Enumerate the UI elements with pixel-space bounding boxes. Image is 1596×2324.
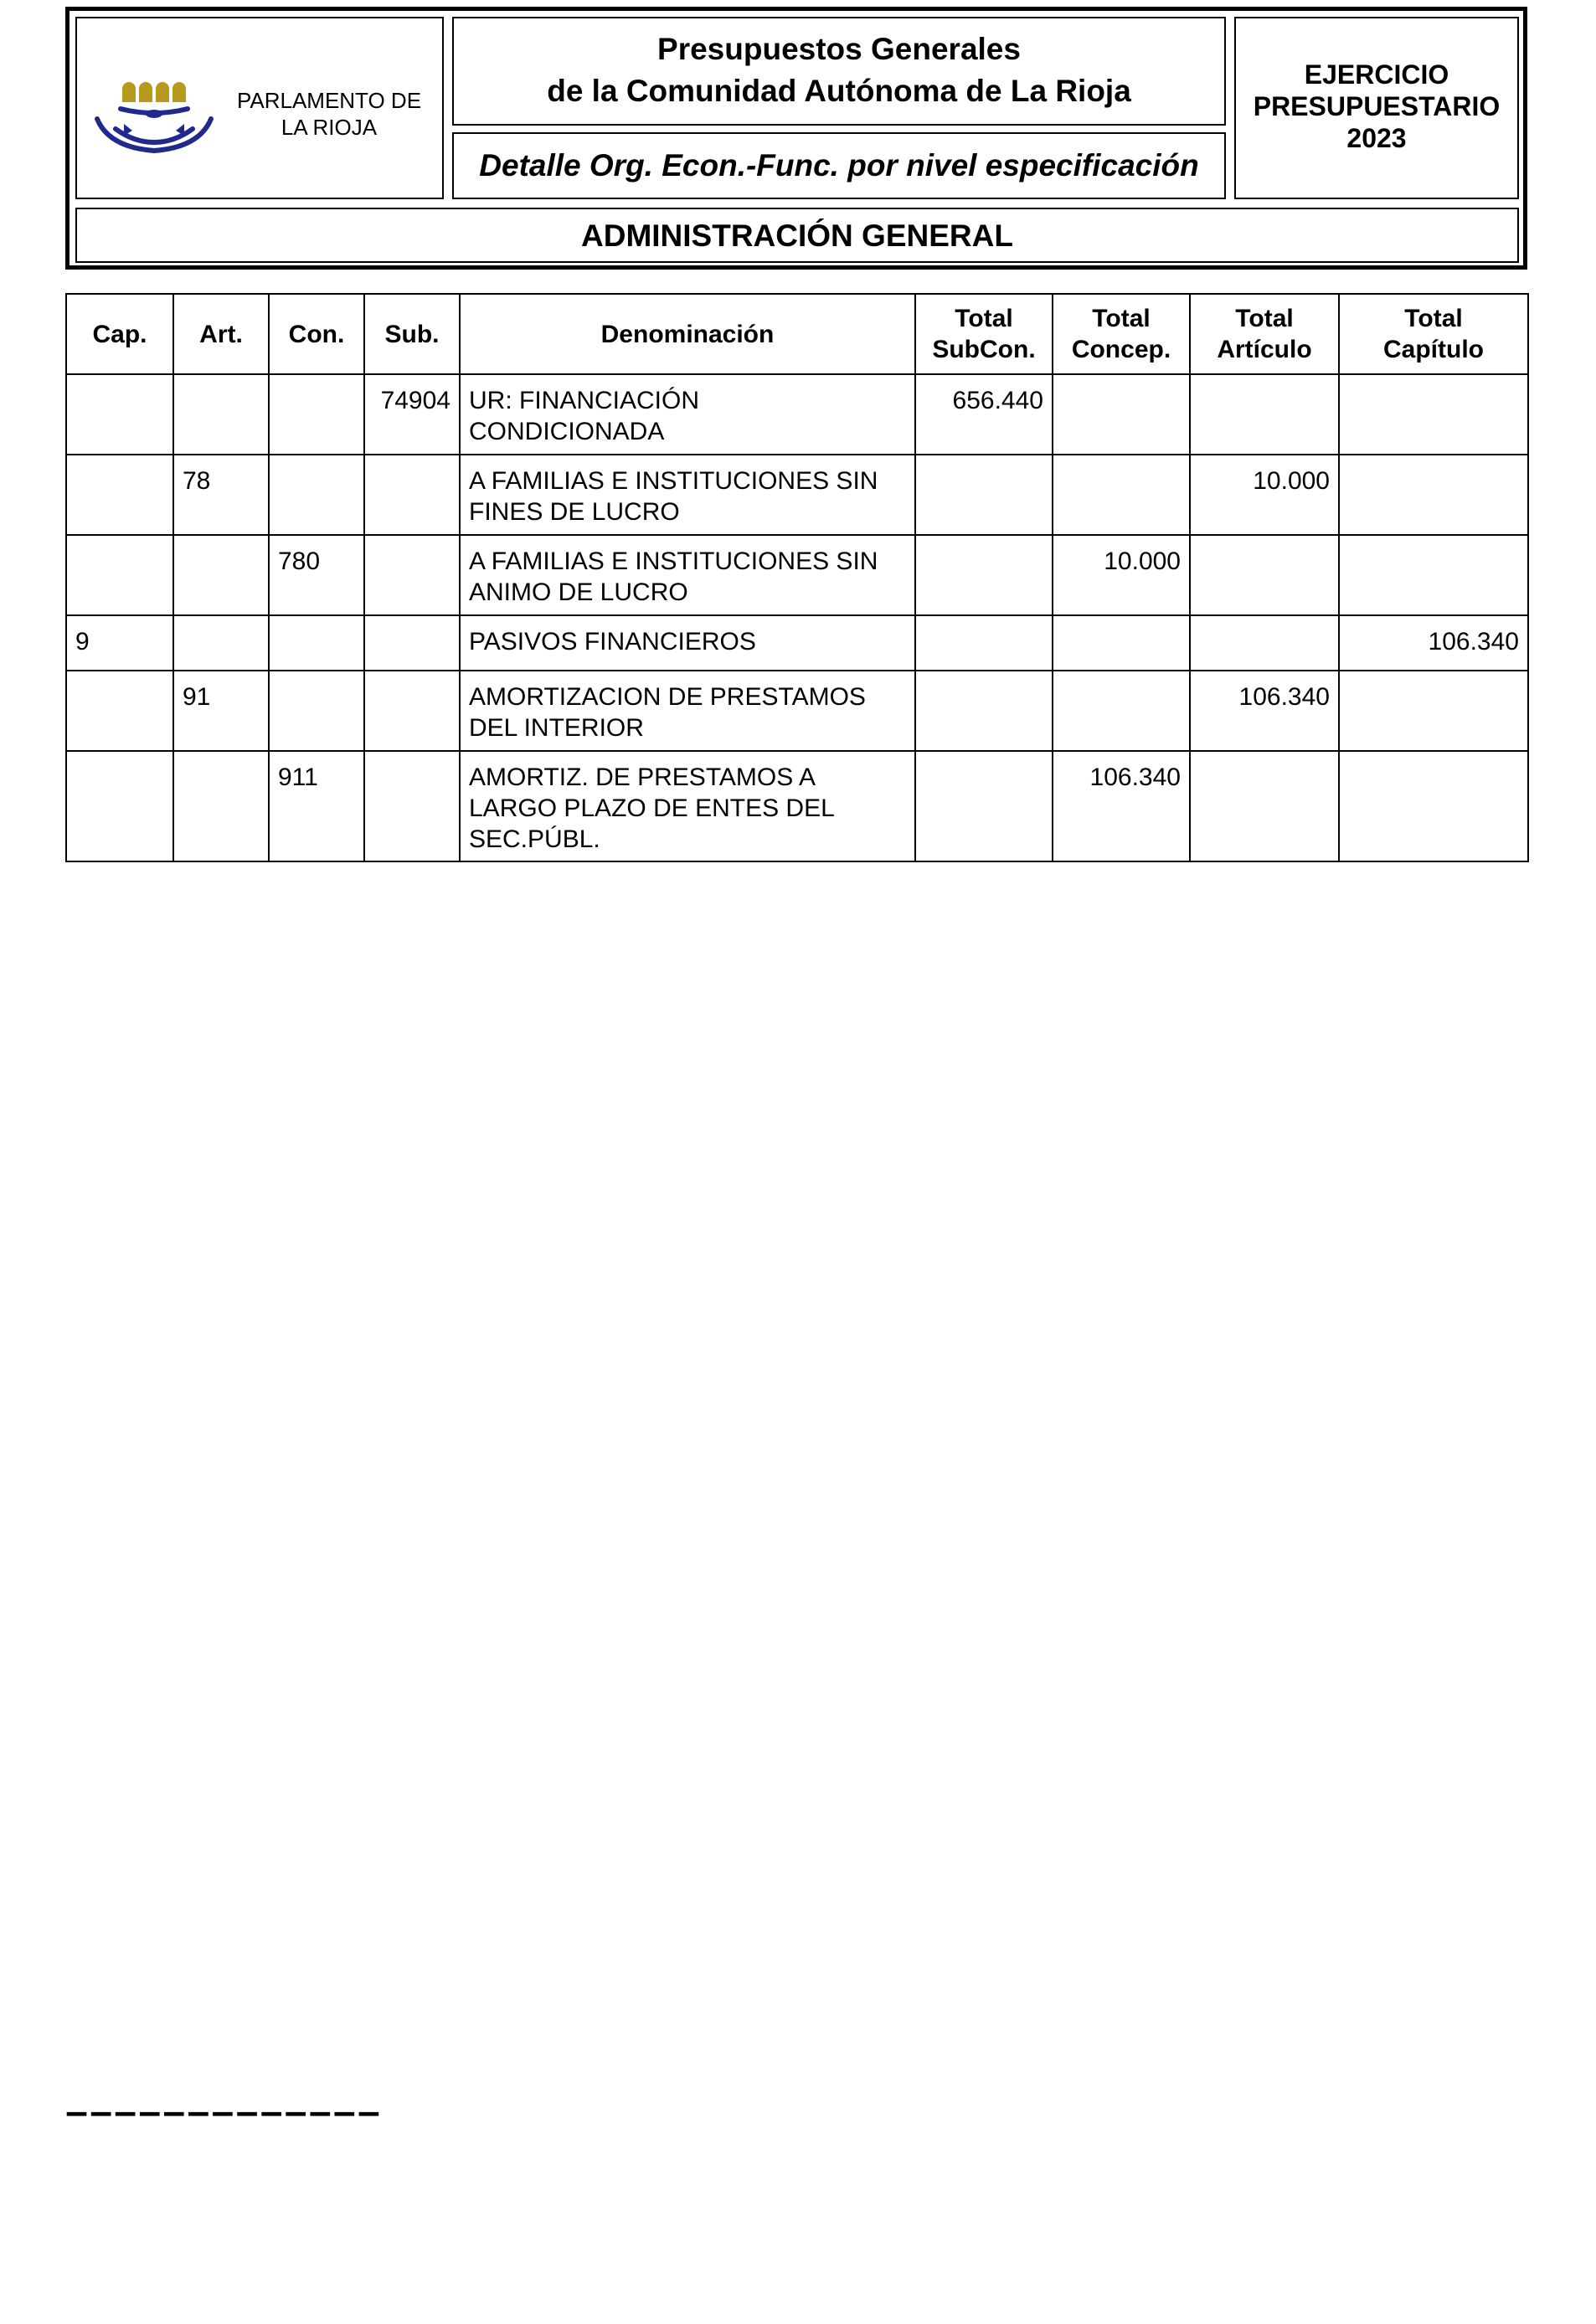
denominacion-line: PASIVOS FINANCIEROS [469,628,756,656]
denominacion-line: CONDICIONADA [469,418,665,445]
table-row [66,615,1528,671]
cell-total-concep: 10.000 [1053,535,1190,615]
cell-total-concep: 106.340 [1053,751,1190,861]
fiscal-year-line1: EJERCICIO [1304,59,1449,90]
cell-denominacion [460,671,915,751]
table-row [66,455,1528,535]
cell-sub [364,455,460,535]
header-con: Con. [269,294,364,374]
header-total-articulo-line2: Artículo [1217,336,1312,363]
cell-total-capitulo [1339,455,1528,535]
cell-denominacion [460,374,915,455]
denominacion-line: A FAMILIAS E INSTITUCIONES SIN [469,548,878,575]
header-total-articulo [1190,294,1339,374]
cell-art: 91 [173,671,269,751]
cell-art: 78 [173,455,269,535]
cell-total-concep [1053,374,1190,455]
header-cap: Cap. [66,294,173,374]
denominacion-line: LARGO PLAZO DE ENTES DEL [469,794,835,822]
title-line2: de la Comunidad Autónoma de La Rioja [547,74,1131,108]
denominacion-line: UR: FINANCIACIÓN [469,387,700,414]
document-title [454,28,1224,112]
cell-total-subcon [915,751,1053,861]
table-header-row [66,294,1528,374]
header-total-concep-line2: Concep. [1071,336,1171,363]
title-line1: Presupuestos Generales [657,32,1021,66]
cell-sub [364,535,460,615]
cell-sub [364,751,460,861]
fiscal-year-box [1234,17,1519,199]
cell-total-capitulo [1339,374,1528,455]
cell-cap [66,455,173,535]
denominacion-line: ANIMO DE LUCRO [469,578,688,606]
cell-art [173,615,269,671]
logo-caption-line2: LA RIOJA [281,115,378,140]
cell-total-articulo [1190,535,1339,615]
cell-total-articulo [1190,615,1339,671]
cell-total-capitulo [1339,535,1528,615]
footer-clipped-text: ▔▔▔▔▔▔▔▔▔▔▔▔▔ [67,2114,384,2141]
cell-total-concep [1053,671,1190,751]
header-total-subcon [915,294,1053,374]
cell-con: 780 [269,535,364,615]
cell-denominacion [460,535,915,615]
header-total-capitulo [1339,294,1528,374]
cell-total-subcon: 656.440 [915,374,1053,455]
cell-con [269,455,364,535]
cell-total-concep [1053,615,1190,671]
cell-total-articulo [1190,374,1339,455]
cell-total-subcon [915,455,1053,535]
cell-cap: 9 [66,615,173,671]
cell-con [269,671,364,751]
header-art: Art. [173,294,269,374]
table-row [66,535,1528,615]
cell-sub: 74904 [364,374,460,455]
cell-total-subcon [915,535,1053,615]
cell-total-subcon [915,615,1053,671]
cell-cap [66,671,173,751]
cell-con: 911 [269,751,364,861]
cell-total-articulo: 106.340 [1190,671,1339,751]
table-row [66,374,1528,455]
logo-caption-line1: PARLAMENTO DE [236,88,422,113]
fiscal-year-value: 2023 [1346,123,1407,153]
cell-art [173,535,269,615]
header-total-subcon-line1: Total [955,305,1013,332]
fiscal-year-line2: PRESUPUESTARIO [1253,91,1501,121]
denominacion-line: DEL INTERIOR [469,714,644,742]
cell-art [173,374,269,455]
table-row [66,671,1528,751]
header-total-concep-line1: Total [1092,305,1151,332]
header-total-capitulo-line2: Capítulo [1383,336,1484,363]
cell-total-articulo: 10.000 [1190,455,1339,535]
cell-total-capitulo: 106.340 [1339,615,1528,671]
denominacion-line: A FAMILIAS E INSTITUCIONES SIN [469,467,878,495]
cell-total-articulo [1190,751,1339,861]
subtitle-box [452,132,1226,199]
title-box [452,17,1226,126]
denominacion-line: AMORTIZACION DE PRESTAMOS [469,683,866,711]
cell-total-subcon [915,671,1053,751]
header-denominacion: Denominación [460,294,915,374]
cell-con [269,615,364,671]
header-total-concep [1053,294,1190,374]
cell-cap [66,751,173,861]
cell-sub [364,615,460,671]
cell-denominacion [460,751,915,861]
table-row [66,751,1528,861]
logo-box [75,17,444,199]
fiscal-year [1236,59,1517,154]
header-total-articulo-line1: Total [1235,305,1294,332]
section-box [75,208,1519,263]
denominacion-line: SEC.PÚBL. [469,825,600,853]
cell-total-capitulo [1339,671,1528,751]
cell-art [173,751,269,861]
cell-cap [66,535,173,615]
cell-denominacion [460,615,915,671]
cell-total-concep [1053,455,1190,535]
header-total-subcon-line2: SubCon. [932,336,1036,363]
cell-total-capitulo [1339,751,1528,861]
logo-caption [224,87,434,141]
cell-denominacion [460,455,915,535]
cell-cap [66,374,173,455]
parlamento-logo-icon [90,70,224,162]
denominacion-line: FINES DE LUCRO [469,498,680,526]
cell-sub [364,671,460,751]
document-subtitle: Detalle Org. Econ.-Func. por nivel especificación [479,148,1199,183]
denominacion-line: AMORTIZ. DE PRESTAMOS A [469,764,816,791]
header-sub: Sub. [364,294,460,374]
budget-table [65,293,1529,862]
header-total-capitulo-line1: Total [1404,305,1463,332]
cell-con [269,374,364,455]
section-title: ADMINISTRACIÓN GENERAL [581,219,1013,253]
